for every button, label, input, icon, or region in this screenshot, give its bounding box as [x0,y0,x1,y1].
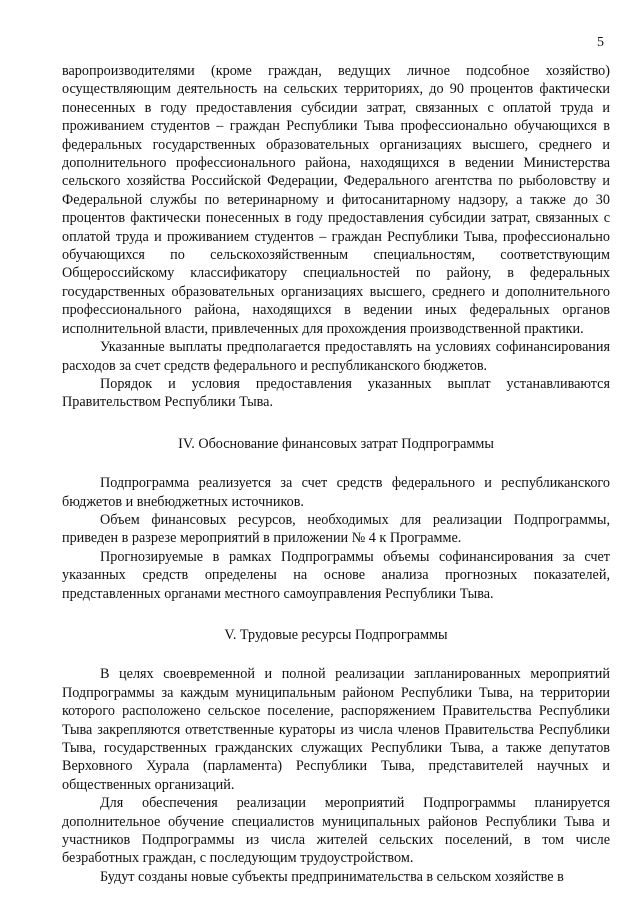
section-5-heading: V. Трудовые ресурсы Подпрограммы [224,626,448,643]
page-content [62,62,610,886]
section-4-paragraph: Объем финансовых ресурсов, необходимых для реализации Подпрограммы, приведен в разрезе мероприятий в приложении № 4 к Программе. [62,511,610,547]
paragraph-cofinancing: Указанные выплаты предполагается предоставлять на условиях софинансирования расходов за счет средств федерального и республиканского бюджетов. [62,339,610,374]
section-4-paragraph: Прогнозируемые в рамках Подпрограммы объемы софинансирования за счет указанных средств определены на основе анализа прогнозных показателей, представленных органами местного самоуправления Республики Тыва. [62,548,610,602]
section-5-paragraph: Будут созданы новые субъекты предпринимательства в сельском хозяйстве в [100,868,564,885]
paragraph-procedure: Порядок и условия предоставления указанных выплат устанавливаются Правительством Республики Тыва. [62,375,610,411]
section-4-heading: IV. Обоснование финансовых затрат Подпрограммы [178,435,494,452]
section-5-paragraph: В целях своевременной и полной реализации запланированных мероприятий Подпрограммы за каждым муниципальным районом Республики Тыва, на территории которого расположено сельское поселение, распоряжением Правительства Республики Тыва закрепляются ответственные кураторы из числа членов Правительства Республики Тыва, государственных гражданских служащих Республики Тыва, а также депутатов Верховного Хурала (парламента) Республики Тыва, представителей научных и общественных организаций. [62,666,610,793]
section-5-paragraph: Для обеспечения реализации мероприятий Подпрограммы планируется дополнительное обучение специалистов муниципальных районов Республики Тыва и участников Подпрограммы из числа жителей сельских поселений, в том числе безработных граждан, с последующим трудоустройством. [62,795,610,867]
paragraph-continuation: варопроизводителями (кроме граждан, ведущих личное подсобное хозяйство) осуществляющим деятельность на сельских территориях, до 90 процентов фактически понесенных в году предоставления субсидии затрат, связанных с оплатой труда и проживанием студентов – граждан Республики Тыва профессионально обучающихся в федеральных государственных образовательных организациях высшего, среднего и дополнительного профессионального района, находящихся в ведении Министерства сельского хозяйства Российской Федерации, Федерального агентства по рыболовству и Федеральной службы по ветеринарному и фитосанитарному надзору, а также до 30 процентов фактически понесенных в году предоставления субсидии затрат, связанных с оплатой труда и проживанием студентов – граждан Республики Тыва, профессионально обучающихся по сельскохозяйственным специальностям, соответствующим Общероссийскому классификатору специальностей по району, в федеральных государственных образовательных организациях высшего, среднего и дополнительного профессионального района, находящихся в ведении иных федеральных органов исполнительной власти, привлеченных для прохождения производственной практики. [62,63,610,337]
page-number: 5 [597,35,604,50]
section-4-paragraph: Подпрограмма реализуется за счет средств федерального и республиканского бюджетов и внебюджетных источников. [62,475,610,510]
